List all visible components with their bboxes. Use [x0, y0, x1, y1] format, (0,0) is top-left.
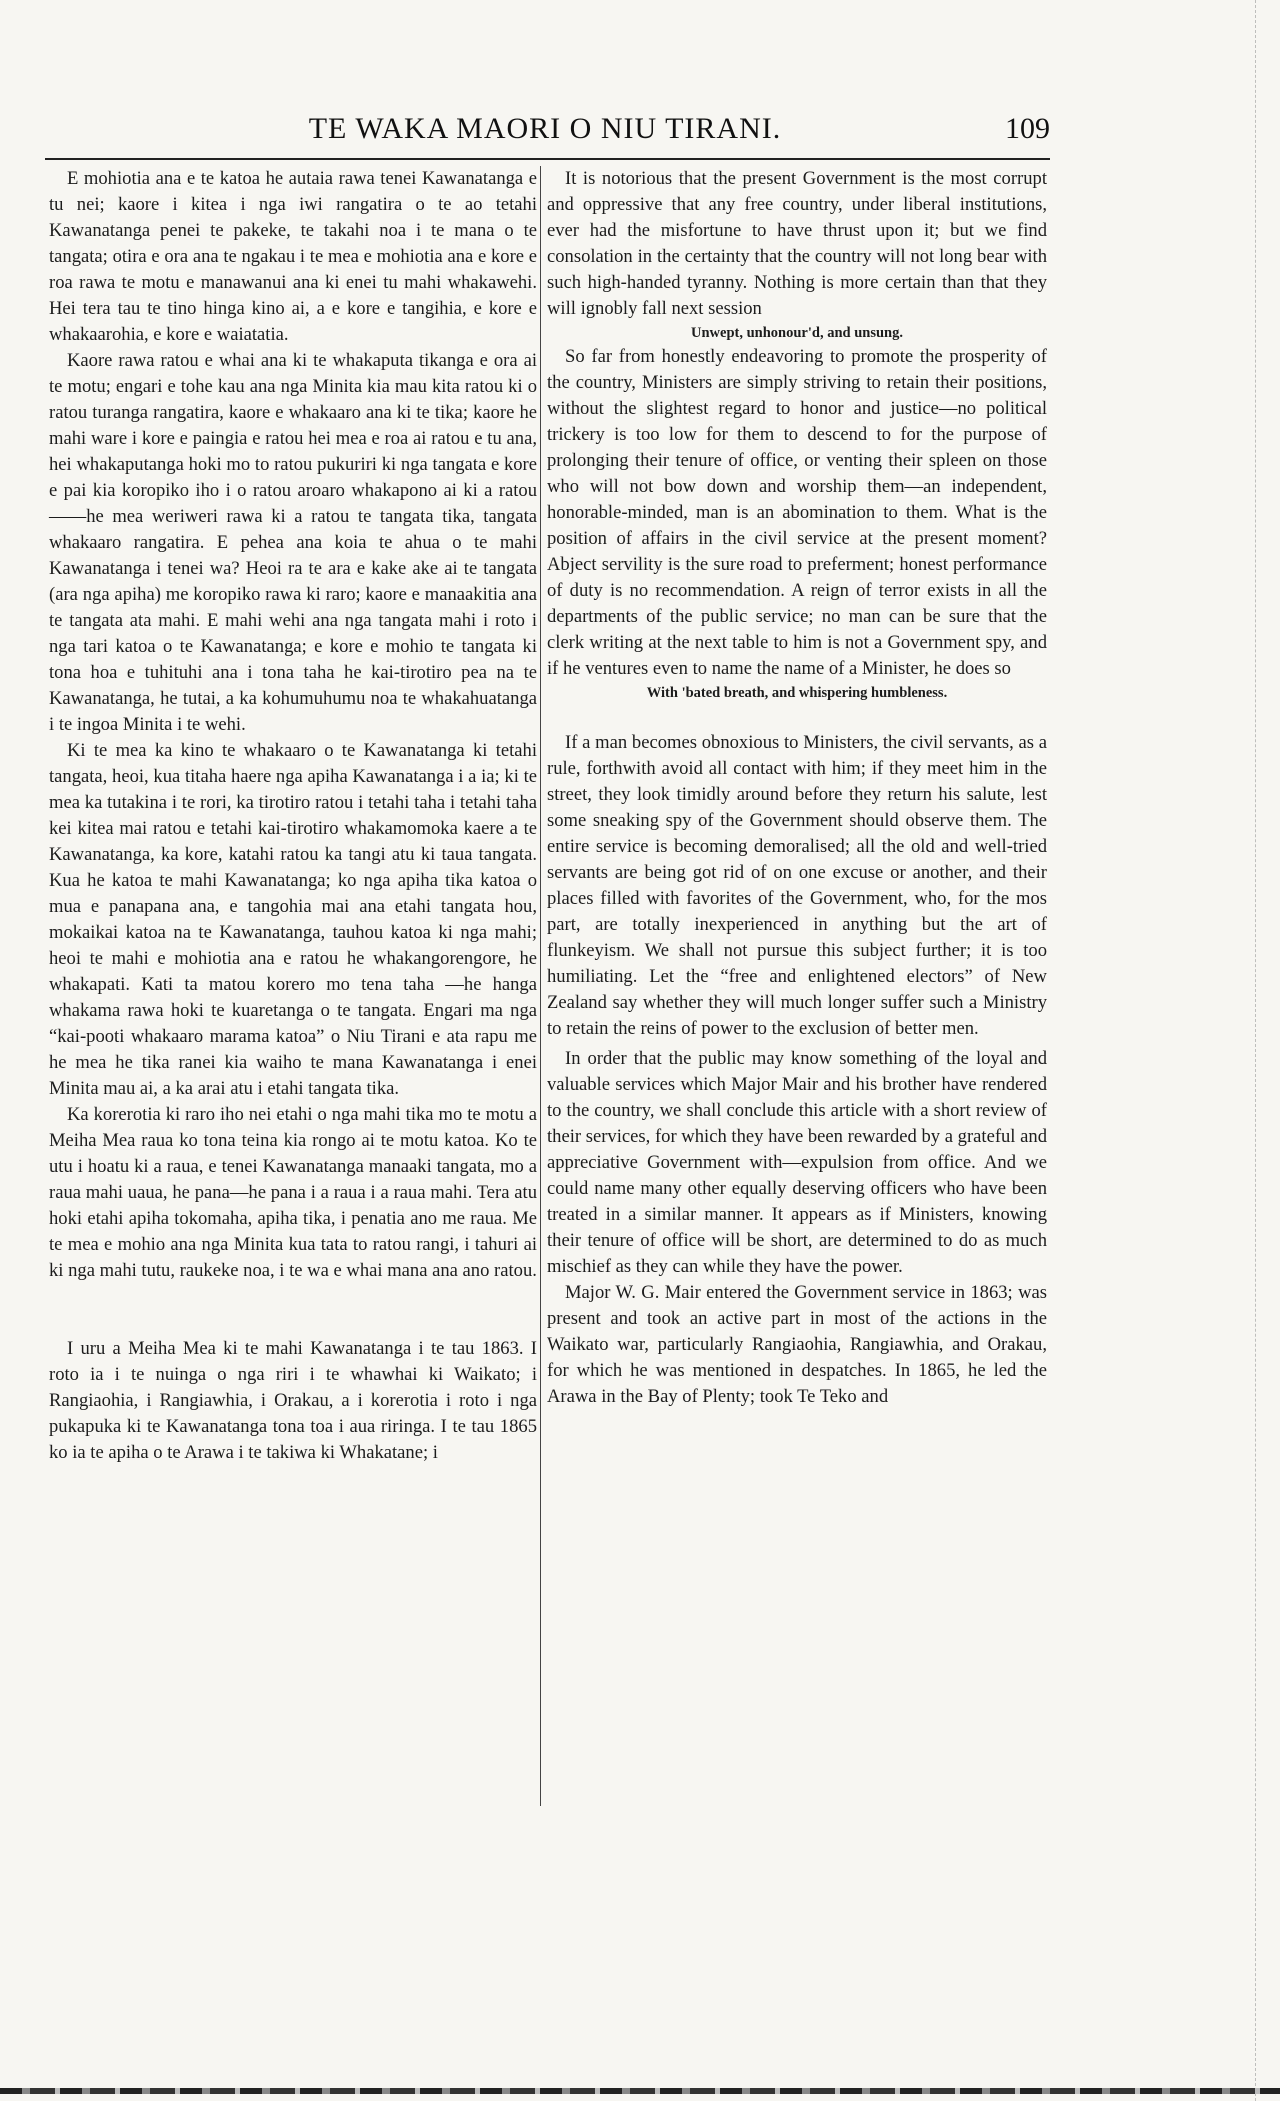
english-paragraph: It is notorious that the present Government is the most corrupt and oppressive that any free country, under liberal institutions, ever had the misfortune to have thrust upon it; but we find consolation in the certainty that the country will not long bear with such high-handed tyranny. Nothing is more certain than that they will ignobly fall next session	[547, 168, 1047, 319]
page-number: 109	[1005, 112, 1050, 145]
section-gap	[547, 704, 1047, 730]
section-gap	[49, 1284, 537, 1336]
maori-paragraph: Ki te mea ka kino te whakaaro o te Kawanatanga ki tetahi tangata, heoi, kua titaha haere nga apiha Kawanatanga i a ia; ki te mea ka tutakina i te rori, ka tirotiro ratou i tetahi taha i tetahi taha kei kitea mai ratou e tetahi kai-tirotiro whakamomoka kaere a te Kawanatanga, ka kore, katahi ratou ka tangi atu ki taua tangata. Kua he katoa te mahi Kawanatanga; ko nga apiha tika katoa o mua e panapana ana, e tangohia mai ana etahi tangata hou, mokaikai katoa na te Kawanatanga, tauhou katoa ki nga mahi; heoi te mahi e mohiotia ana e ratou he whakangorengore, he whakapati. Kati ta matou korero mo tena taha —he hanga whakama rawa hoki te kuaretanga o te tangata. Engari ma nga “kai-pooti whakaaro marama katoa” o Niu Tirani e ata rapu me he mea he tika ranei kia waiho te mana Kawanatanga i enei Minita mau ai, a ka arai atu i etahi tangata tika.	[49, 740, 537, 1099]
english-paragraph: So far from honestly endeavoring to promote the prosperity of the country, Ministers are simply striving to retain their positions, without the slightest regard to honor and justice—no political trickery is too low for them to descend to for the purpose of prolonging their tenure of office, or venting their spleen on those who will not bow down and worship them—an independent, honorable-minded, man is an abomination to them. What is the position of affairs in the civil service at the present moment? Abject servility is the sure road to preferment; honest performance of duty is no recommendation. A reign of terror exists in all the departments of the public service; no man can be sure that the clerk writing at the next table to him is not a Government spy, and if he ventures even to name the name of a Minister, he does so	[547, 346, 1047, 679]
header-rule	[45, 158, 1050, 160]
maori-paragraph: I uru a Meiha Mea ki te mahi Kawanatanga i te tau 1863. I roto ia i te nuinga o nga riri i te whawhai ki Waikato; i Rangiaohia, i Rangiawhia, i Orakau, a i korerotia i roto i nga pukapuka ki te Kawanatanga tona toa i aua riringa. I te tau 1865 ko ia te apiha o te Arawa i te takiwa ki Whakatane; i	[49, 1338, 537, 1463]
scan-margin	[1255, 0, 1274, 2101]
scan-bottom-edge	[0, 2088, 1280, 2094]
maori-paragraph: Kaore rawa ratou e whai ana ki te whakaputa tikanga e ora ai te motu; engari e tohe kau ana nga Minita kia mau kita ratou ki o ratou turanga rangatira, kaore e whakaaro ana ki te tika; kaore he mahi ware i kore e paingia e ratou hei mea e roa ai ratou e tu ana, hei whakaputanga hoki mo to ratou pukuriri ki nga tangata e kore e pai kia koropiko iho i o ratou aroaro whakapono ai ki a ratou——he mea weriweri rawa ki a ratou te tangata tika, tangata whakaaro rangatira. E pehea ana koia te ahua o te mahi Kawanatanga i tenei wa? Heoi ra te ara e kake ake ai te tangata (ara nga apiha) me koropiko rawa ki raro; kaore e manaakitia ana te tangata ata mahi. E mahi wehi ana nga tangata mahi i roto i nga tari katoa o te Kawanatanga; e kore e mohio te tangata ki tona hoa e tuhituhi ana i tona taha he kai-tirotiro pea na te Kawanatanga, he tutai, a ka kohumuhumu noa te whakahuatanga i te ingoa Minita i te wehi.	[49, 350, 537, 735]
maori-column	[49, 166, 537, 1466]
english-column	[547, 166, 1047, 1410]
page-header	[40, 112, 1050, 148]
page-title: TE WAKA MAORI O NIU TIRANI.	[308, 112, 782, 145]
quotation: With 'bated breath, and whispering humbleness.	[646, 685, 948, 701]
column-divider	[540, 166, 541, 1806]
english-paragraph: If a man becomes obnoxious to Ministers, the civil servants, as a rule, forthwith avoid all contact with him; if they meet him in the street, they look timidly around before they return his salute, lest some sneaking spy of the Government should observe them. The entire service is becoming demoralised; all the old and well-tried servants are being got rid of on one excuse or another, and their places filled with favorites of the Government, who, for the mos part, are totally inexperienced in anything but the art of flunkeyism. We shall not pursue this subject further; it is too humiliating. Let the “free and enlightened electors” of New Zealand say whether they will much longer suffer such a Ministry to retain the reins of power to the exclusion of better men.	[547, 732, 1047, 1039]
english-paragraph: In order that the public may know something of the loyal and valuable services which Major Mair and his brother have rendered to the country, we shall conclude this article with a short review of their services, for which they have been rewarded by a grateful and appreciative Government with—expulsion from office. And we could name many other equally deserving officers who have been treated in a similar manner. It appears as if Ministers, knowing their tenure of office will be short, are determined to do as much mischief as they can while they have the power.	[547, 1048, 1047, 1277]
maori-paragraph: Ka korerotia ki raro iho nei etahi o nga mahi tika mo te motu a Meiha Mea raua ko tona teina kia rongo ai te motu katoa. Ko te utu i hoatu ki a raua, e tenei Kawanatanga manaaki tangata, mo a raua mahi uaua, he pana—he pana i a raua i a raua mahi. Tera atu hoki etahi apiha tokomaha, apiha tika, i penatia ano me raua. Me te mea e mohio ana nga Minita kua tata to ratou rangi, i tahuri ai ki nga mahi tutu, raukeke noa, i te wa e whai mana ana ano ratou.	[49, 1104, 537, 1281]
maori-paragraph: E mohiotia ana e te katoa he autaia rawa tenei Kawanatanga e tu nei; kaore i kitea i nga iwi rangatira o te ao tetahi Kawanatanga penei te pakeke, te takahi noa i te mana o te tangata; otira e ora ana te ngakau i te mea e mohiotia ana e kore e roa rawa te motu e manawanui ana ki enei tu mahi whakawehi. Hei tera tau te tino hinga kino ai, a e kore e tangihia, e kore e whakaarohia, e kore e waiatatia.	[49, 168, 537, 345]
quotation: Unwept, unhonour'd, and unsung.	[691, 325, 903, 341]
english-paragraph: Major W. G. Mair entered the Government service in 1863; was present and took an active part in most of the actions in the Waikato war, particularly Rangiaohia, Rangiawhia, and Orakau, for which he was mentioned in despatches. In 1865, he led the Arawa in the Bay of Plenty; took Te Teko and	[547, 1282, 1047, 1407]
